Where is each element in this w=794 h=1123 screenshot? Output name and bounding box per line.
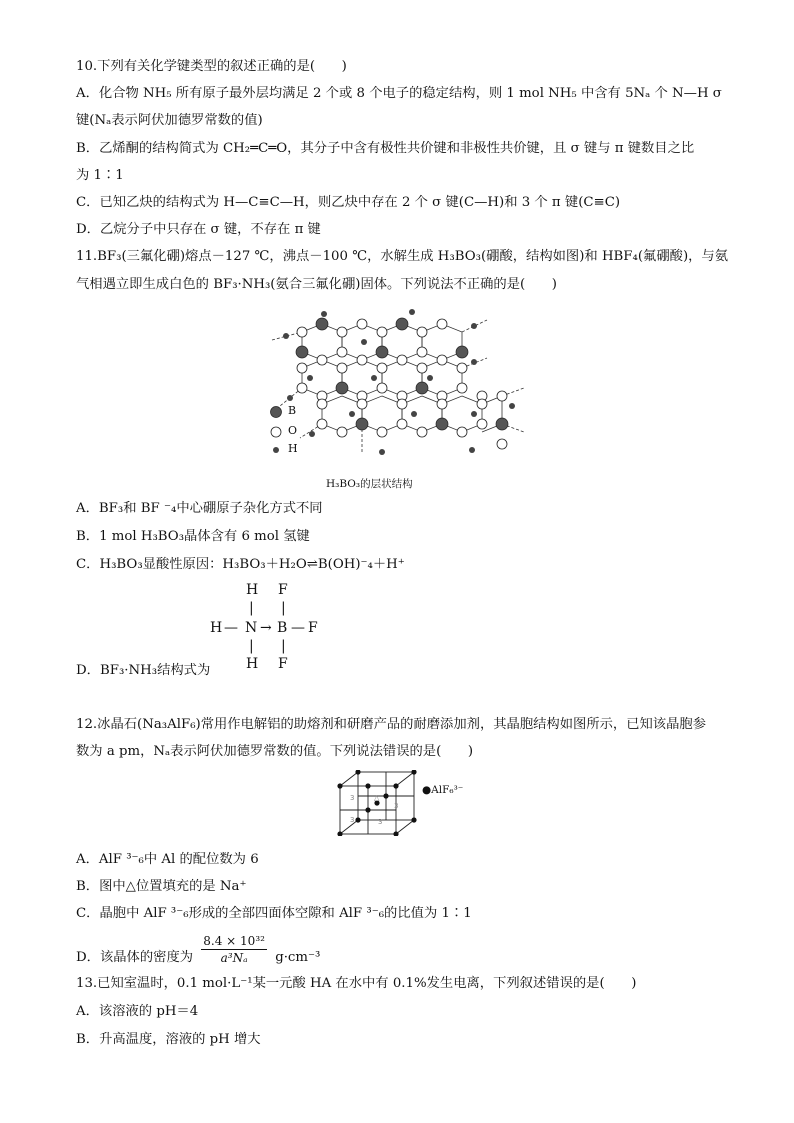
- q12-stem-line2: 数为 a pm，Nₐ表示阿伏加德罗常数的值。下列说法错误的是( ): [76, 744, 474, 759]
- struct-bond-v2: |: [281, 600, 286, 616]
- q11-option-b: B．1 mol H₃BO₃晶体含有 6 mol 氢键: [76, 529, 310, 544]
- q12-stem-line1: 12.冰晶石(Na₃AlF₆)常用作电解铝的助熔剂和研磨产品的耐磨添加剂，其晶胞结构如图所示，已知该晶胞参: [76, 717, 706, 732]
- q12-option-c: C．晶胞中 AlF ³⁻₆形成的全部四面体空隙和 AlF ³⁻₆的比值为 1∶1: [76, 906, 472, 921]
- q12-option-a: A．AlF ³⁻₆中 Al 的配位数为 6: [76, 852, 259, 867]
- q10-option-c: C．已知乙炔的结构式为 H—C≡C—H，则乙炔中存在 2 个 σ 键(C—H)和 3 个 π 键(C≡C): [76, 195, 621, 210]
- q13-option-a: A．该溶液的 pH＝4: [76, 1004, 199, 1019]
- svg-text:△: △: [374, 794, 380, 802]
- q11-stem-line2: 气相遇立即生成白色的 BF₃·NH₃(氨合三氟化硼)固体。下列说法不正确的是( ): [76, 277, 557, 292]
- q10-option-b-line2: 为 1∶1: [76, 168, 124, 183]
- bf3-nh3-structure: [206, 578, 346, 678]
- density-numerator: 8.4 × 10³²: [203, 934, 265, 948]
- struct-bond-v3: |: [249, 638, 254, 654]
- legend-label-b: B: [288, 404, 297, 417]
- q10-option-a-line2: 键(Nₐ表示阿伏加德罗常数的值): [76, 113, 263, 128]
- struct-h-left: H: [210, 620, 223, 636]
- unit-cell-legend: ●AlF₆³⁻: [422, 784, 464, 796]
- cryolite-unit-cell-figure: [336, 770, 466, 838]
- q11-option-d: D．BF₃·NH₃结构式为: [76, 663, 211, 678]
- density-denominator: a³Nₐ: [220, 951, 248, 965]
- h3bo3-legend: [271, 407, 282, 454]
- svg-text:3: 3: [394, 802, 399, 810]
- svg-text:3: 3: [350, 816, 355, 824]
- h3bo3-figure-caption: H₃BO₃的层状结构: [326, 478, 413, 490]
- q13-stem: 13.已知室温时，0.1 mol·L⁻¹某一元酸 HA 在水中有 0.1%发生电离，下列叙述错误的是( ): [76, 976, 637, 991]
- q12-option-d: [76, 934, 321, 974]
- density-fraction: [201, 933, 267, 966]
- q11-option-a: A．BF₃和 BF ⁻₄中心硼原子杂化方式不同: [76, 501, 323, 516]
- legend-label-o: O: [288, 424, 298, 437]
- q10-option-a-line1: A．化合物 NH₅ 所有原子最外层均满足 2 个或 8 个电子的稳定结构，则 1 mol NH₅ 中含有 5Nₐ 个 N—H σ: [76, 86, 722, 101]
- struct-f-right: F: [308, 620, 318, 636]
- q11-stem-line1: 11.BF₃(三氟化硼)熔点－127 ℃，沸点－100 ℃，水解生成 H₃BO₃(硼酸，结构如图)和 HBF₄(氟硼酸)，与氨: [76, 249, 729, 264]
- svg-text:3: 3: [378, 818, 383, 826]
- q10-stem: 10.下列有关化学键类型的叙述正确的是( ): [76, 59, 347, 74]
- struct-n: N: [245, 620, 258, 636]
- struct-bond-bf: —: [291, 620, 305, 636]
- legend-label-h: H: [288, 442, 298, 455]
- svg-text:3: 3: [350, 794, 355, 802]
- h3bo3-layer-figure: [262, 302, 532, 497]
- struct-f-top: F: [278, 582, 288, 598]
- struct-arrow: →: [260, 620, 272, 636]
- struct-bond-hn: —: [224, 620, 238, 636]
- struct-f-bottom: F: [278, 656, 288, 672]
- q12-d-prefix: D．该晶体的密度为: [76, 950, 194, 965]
- struct-bond-v4: |: [281, 638, 286, 654]
- struct-bond-v1: |: [249, 600, 254, 616]
- struct-h-bottom: H: [246, 656, 259, 672]
- q10-option-b-line1: B．乙烯酮的结构简式为 CH₂═C═O，其分子中含有极性共价键和非极性共价键，且 σ 键与 π 键数目之比: [76, 141, 695, 156]
- struct-b: B: [277, 620, 288, 636]
- q12-option-b: B．图中△位置填充的是 Na⁺: [76, 879, 247, 894]
- q13-option-b: B．升高温度，溶液的 pH 增大: [76, 1032, 261, 1047]
- unit-cell-diagram: [336, 770, 420, 836]
- density-unit: g·cm⁻³: [275, 950, 321, 965]
- h3bo3-lattice-diagram: [262, 302, 532, 472]
- q10-option-d: D．乙烷分子中只存在 σ 键，不存在 π 键: [76, 222, 321, 237]
- q11-option-c: C．H₃BO₃显酸性原因：H₃BO₃＋H₂O⇌B(OH)⁻₄＋H⁺: [76, 557, 405, 572]
- struct-h-top: H: [246, 582, 259, 598]
